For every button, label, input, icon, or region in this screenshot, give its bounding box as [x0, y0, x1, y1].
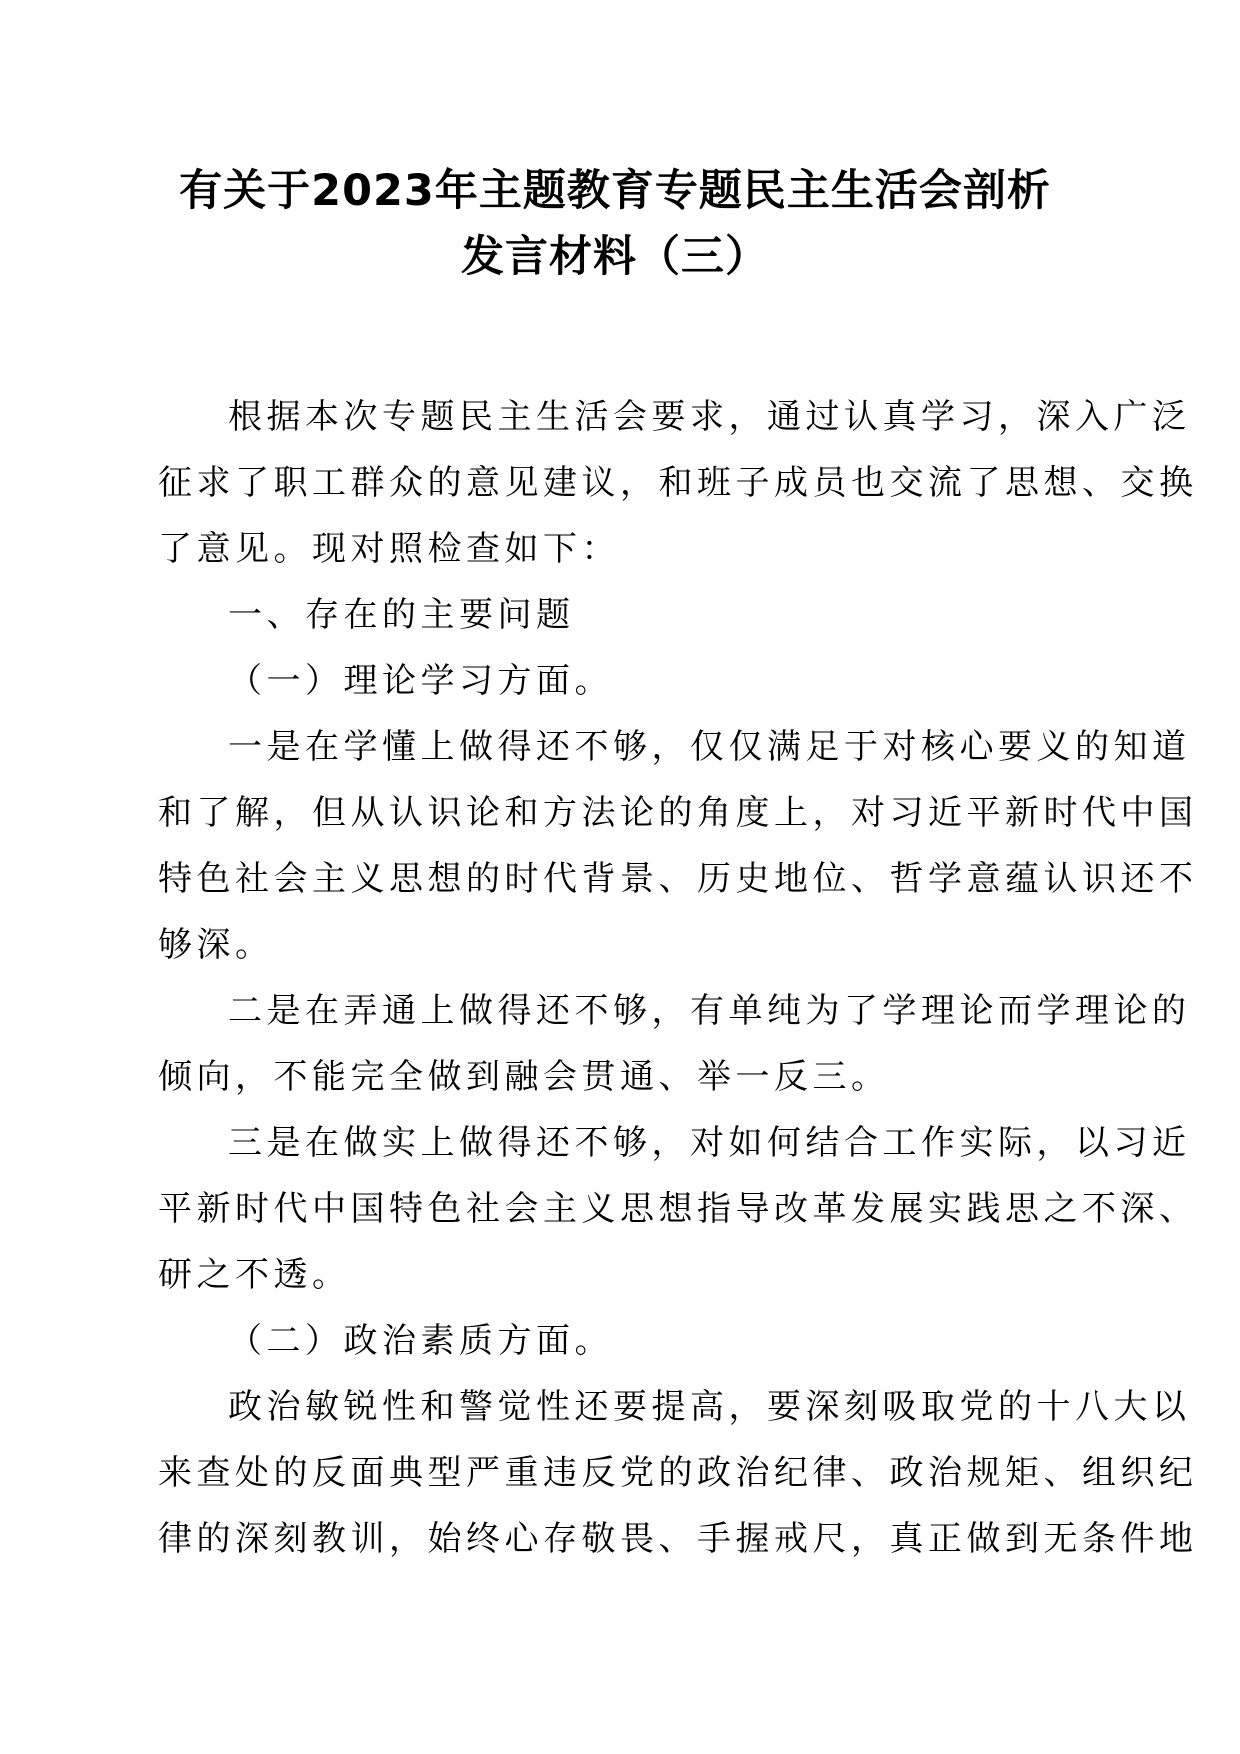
body-line: 特色社会主义思想的时代背景、历史地位、哲学意蕴认识还不 [158, 859, 1198, 899]
body-line: （二）政治素质方面。 [228, 1321, 613, 1361]
body-line: 平新时代中国特色社会主义思想指导改革发展实践思之不深、 [158, 1189, 1198, 1229]
body-line: 来查处的反面典型严重违反党的政治纪律、政治规矩、组织纪 [158, 1453, 1198, 1493]
document-body [158, 384, 1198, 1572]
body-line: 和了解，但从认识论和方法论的角度上，对习近平新时代中国 [158, 793, 1198, 833]
document-title [150, 158, 1080, 290]
title-line-2: 发言材料（三） [461, 232, 769, 282]
body-line: 政治敏锐性和警觉性还要提高，要深刻吸取党的十八大以 [228, 1387, 1191, 1427]
body-line: 根据本次专题民主生活会要求，通过认真学习，深入广泛 [228, 397, 1191, 437]
body-line: 三是在做实上做得还不够，对如何结合工作实际，以习近 [228, 1123, 1191, 1163]
body-line: 一、存在的主要问题 [228, 595, 575, 635]
body-line: 律的深刻教训，始终心存敬畏、手握戒尺，真正做到无条件地 [158, 1519, 1198, 1559]
body-line: 研之不透。 [158, 1255, 351, 1295]
body-line: 征求了职工群众的意见建议，和班子成员也交流了思想、交换 [158, 463, 1198, 503]
body-line: 了意见。现对照检查如下： [158, 529, 620, 569]
body-line: 倾向，不能完全做到融会贯通、举一反三。 [158, 1057, 890, 1097]
body-line: 够深。 [158, 925, 274, 965]
body-line: 一是在学懂上做得还不够，仅仅满足于对核心要义的知道 [228, 727, 1191, 767]
title-line-1: 有关于2023年主题教育专题民主生活会剖析 [179, 166, 1051, 216]
body-line: （一）理论学习方面。 [228, 661, 613, 701]
body-line: 二是在弄通上做得还不够，有单纯为了学理论而学理论的 [228, 991, 1191, 1031]
